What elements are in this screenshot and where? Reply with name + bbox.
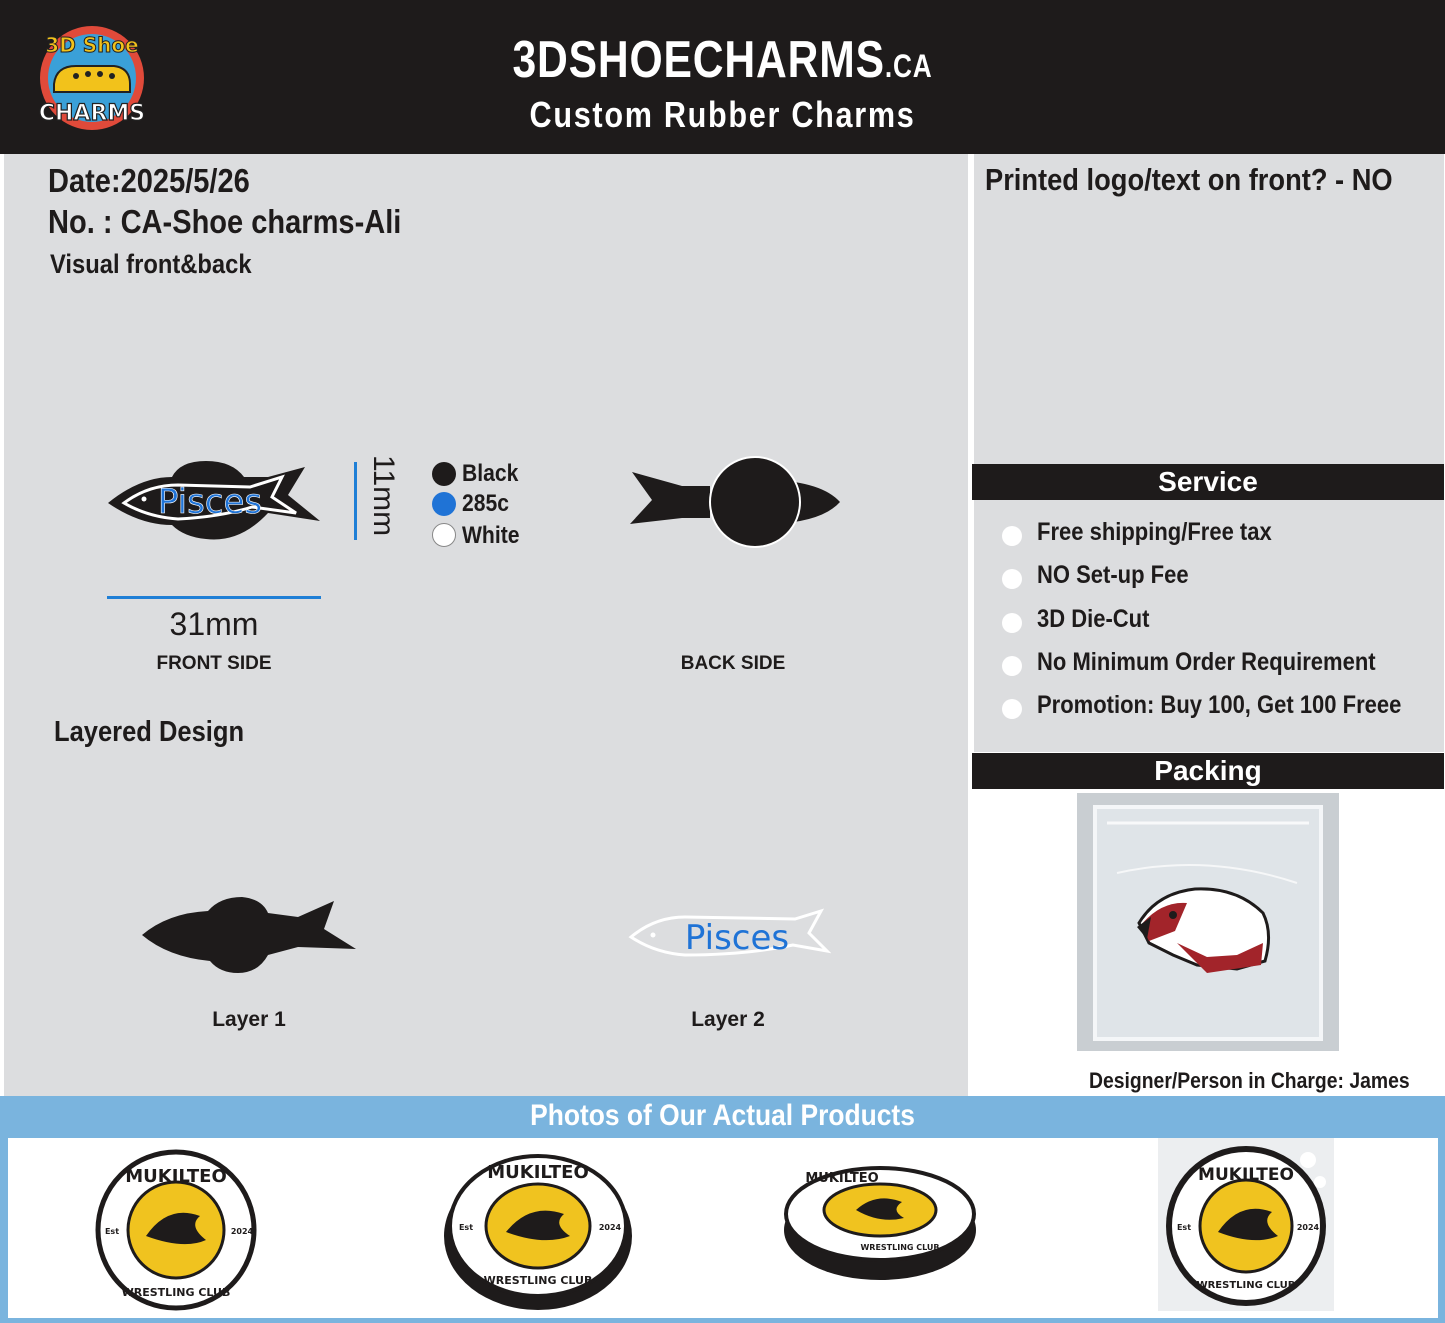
order-number: No. : CA-Shoe charms-Ali — [48, 203, 402, 240]
product-1-year: 2024 — [230, 1227, 254, 1236]
height-dimension — [362, 455, 402, 555]
width-label: 31mm — [169, 606, 259, 642]
order-date: Date:2025/5/26 — [48, 162, 250, 199]
layer1-label: Layer 1 — [212, 1008, 286, 1031]
packing-photo — [1077, 793, 1339, 1051]
layer2-shape — [625, 905, 831, 965]
layer1-shape — [138, 895, 360, 975]
brand-name: 3DSHOECHARMS — [512, 31, 885, 89]
height-label: 11mm — [367, 455, 400, 537]
designer-label: Designer/Person in Charge: James — [1089, 1068, 1410, 1093]
service-bullet-1 — [1002, 526, 1022, 546]
visual-label: Visual front&back — [50, 249, 252, 279]
product-4-bottom-text: WRESTLING CLUB — [1196, 1280, 1296, 1291]
layered-design-title: Layered Design — [54, 716, 245, 748]
service-item-2: NO Set-up Fee — [1037, 561, 1189, 589]
product-2-year: 2024 — [598, 1223, 622, 1232]
product-3-bottom-text: WRESTLING CLUB — [860, 1243, 940, 1252]
service-item-4: No Minimum Order Requirement — [1037, 648, 1376, 676]
service-item-3: 3D Die-Cut — [1037, 605, 1150, 633]
service-bullet-2 — [1002, 569, 1022, 589]
back-side-label: BACK SIDE — [680, 653, 786, 674]
product-photo-4 — [1158, 1138, 1334, 1311]
brand-suffix: .CA — [884, 48, 933, 84]
color-name-black: Black — [462, 460, 519, 487]
service-bullet-3 — [1002, 613, 1022, 633]
product-1-top-text: MUKILTEO — [125, 1166, 227, 1187]
front-charm-text: Pisces — [157, 482, 263, 522]
product-2-bottom-text: WRESTLING CLUB — [483, 1274, 593, 1287]
product-photo-2 — [440, 1146, 636, 1314]
product-2-top-text: MUKILTEO — [487, 1162, 589, 1183]
service-title-bar — [972, 464, 1444, 500]
packing-title: Packing — [1154, 755, 1262, 786]
color-name-285c: 285c — [462, 490, 509, 517]
back-charm — [622, 452, 844, 552]
service-item-1: Free shipping/Free tax — [1037, 518, 1272, 546]
color-name-white: White — [462, 522, 520, 549]
printed-note: Printed logo/text on front? - NO — [985, 162, 1393, 197]
width-dimension-line — [107, 596, 321, 599]
color-swatch-white — [432, 523, 456, 547]
product-1-est: Est — [104, 1227, 120, 1236]
service-title: Service — [1158, 466, 1258, 497]
photos-title: Photos of Our Actual Products — [530, 1099, 915, 1132]
layer2-label: Layer 2 — [691, 1008, 765, 1031]
front-charm — [100, 455, 325, 545]
product-2-est: Est — [458, 1223, 474, 1232]
product-1-bottom-text: WRESTLING CLUB — [121, 1286, 231, 1299]
product-photo-1 — [88, 1146, 264, 1314]
height-dimension-line — [354, 462, 357, 540]
service-item-5: Promotion: Buy 100, Get 100 Freee — [1037, 691, 1402, 719]
product-photo-3 — [780, 1160, 980, 1284]
product-4-est: Est — [1176, 1223, 1192, 1232]
service-bullet-4 — [1002, 656, 1022, 676]
header-banner — [0, 0, 1445, 154]
layer2-text: Pisces — [684, 918, 790, 958]
product-4-year: 2024 — [1296, 1223, 1320, 1232]
logo-text-bottom: CHARMS — [38, 101, 146, 126]
color-swatch-285c — [432, 492, 456, 516]
product-4-top-text: MUKILTEO — [1198, 1165, 1294, 1185]
service-bullet-5 — [1002, 699, 1022, 719]
brand-subtitle: Custom Rubber Charms — [529, 94, 916, 135]
brand-title — [130, 30, 1315, 90]
color-swatch-black — [432, 462, 456, 486]
printed-note-panel — [974, 154, 1444, 464]
product-3-top-text: MUKILTEO — [805, 1171, 879, 1186]
front-side-label: FRONT SIDE — [156, 653, 272, 674]
packing-title-bar — [972, 753, 1444, 789]
logo-text-top: 3D Shoe — [45, 33, 139, 57]
